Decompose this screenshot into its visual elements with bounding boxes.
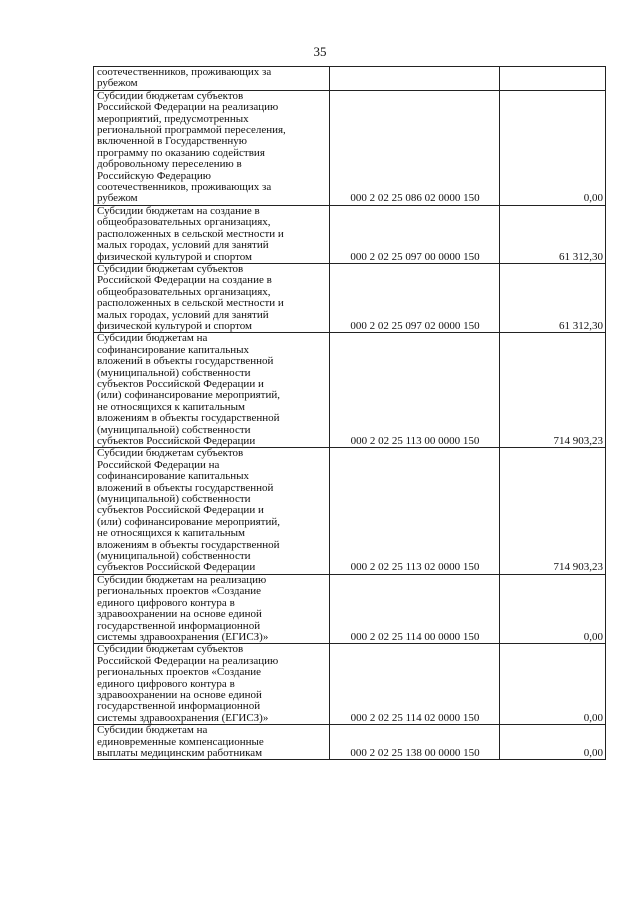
table-row (94, 205, 606, 263)
revenue-name-line: малых городах, условий для занятий (97, 239, 269, 252)
revenue-name-line: субъектов Российской Федерации и (97, 504, 264, 517)
table-row (94, 574, 606, 643)
revenue-name-line: здравоохранении на основе единой (97, 688, 262, 701)
revenue-name-line: добровольному переселению в (97, 158, 242, 171)
page-number: 35 (313, 44, 327, 59)
revenue-name-line: софинансирование капитальных (97, 343, 250, 356)
revenue-name-line: включенной в Государственную (97, 135, 247, 148)
revenue-name-line: вложениям в объекты государственной (97, 538, 280, 551)
revenue-name-line: Российской Федерации на создание в (97, 274, 272, 287)
revenue-name-line: рубежом (97, 192, 138, 205)
revenue-name-line: физической культурой и спортом (97, 319, 253, 332)
amount-cell: 0,00 (500, 574, 606, 643)
amount-cell: 0,00 (500, 725, 606, 760)
revenue-name-line: Субсидии бюджетам на реализацию (97, 573, 267, 586)
amount-cell: 714 903,23 (500, 333, 606, 448)
revenue-name-line: системы здравоохранения (ЕГИСЗ)» (97, 630, 269, 643)
revenue-name-line: физической культурой и спортом (97, 250, 253, 263)
revenue-name-line: Субсидии бюджетам субъектов (97, 262, 244, 275)
table-row (94, 263, 606, 332)
revenue-name-line: общеобразовательных организациях, (97, 285, 271, 298)
table-row (94, 67, 606, 91)
revenue-name-line: региональной программой переселения, (97, 124, 286, 137)
revenue-name-cell (94, 644, 330, 725)
budget-code-cell: 000 2 02 25 097 00 0000 150 (330, 205, 500, 263)
revenue-name-line: единовременные компенсационные (97, 735, 264, 748)
revenue-name-cell (94, 67, 330, 91)
budget-code-cell: 000 2 02 25 114 02 0000 150 (330, 644, 500, 725)
revenue-name-line: Субсидии бюджетам на создание в (97, 204, 260, 217)
revenue-name-line: расположенных в сельской местности и (97, 227, 284, 240)
budget-code-cell: 000 2 02 25 138 00 0000 150 (330, 725, 500, 760)
amount-cell: 61 312,30 (500, 205, 606, 263)
amount-cell: 61 312,30 (500, 263, 606, 332)
revenue-name-line: вложений в объекты государственной (97, 481, 274, 494)
revenue-name-cell (94, 333, 330, 448)
revenue-name-cell (94, 263, 330, 332)
budget-code-cell: 000 2 02 25 113 02 0000 150 (330, 448, 500, 574)
revenue-name-line: вложений в объекты государственной (97, 355, 274, 368)
revenue-name-line: рубежом (97, 77, 138, 90)
revenue-name-line: региональных проектов «Создание (97, 585, 262, 598)
table-row (94, 333, 606, 448)
revenue-name-line: Российской Федерации на реализацию (97, 654, 279, 667)
revenue-name-line: (или) софинансирование мероприятий, (97, 389, 281, 402)
revenue-name-line: не относящихся к капитальным (97, 400, 245, 413)
revenue-name-line: не относящихся к капитальным (97, 527, 245, 540)
revenue-name-cell (94, 205, 330, 263)
revenue-name-line: Субсидии бюджетам на (97, 724, 208, 737)
revenue-name-line: выплаты медицинским работникам (97, 746, 263, 759)
revenue-name-line: расположенных в сельской местности и (97, 297, 284, 310)
revenue-name-line: мероприятий, предусмотренных (97, 112, 249, 125)
budget-code-cell: 000 2 02 25 097 02 0000 150 (330, 263, 500, 332)
table-row (94, 448, 606, 574)
revenue-name-line: Российскую Федерацию (97, 169, 211, 182)
revenue-name-cell (94, 725, 330, 760)
table-row (94, 725, 606, 760)
revenue-name-line: единого цифрового контура в (97, 677, 235, 690)
budget-code-cell (330, 67, 500, 91)
budget-code-cell: 000 2 02 25 114 00 0000 150 (330, 574, 500, 643)
revenue-name-line: Субсидии бюджетам субъектов (97, 447, 244, 460)
revenue-name-line: государственной информационной (97, 700, 261, 713)
revenue-name-line: софинансирование капитальных (97, 470, 250, 483)
revenue-name-line: (муниципальной) собственности (97, 550, 251, 563)
revenue-name-cell (94, 90, 330, 205)
revenue-name-line: субъектов Российской Федерации (97, 435, 256, 447)
revenue-name-line: общеобразовательных организациях, (97, 216, 271, 229)
revenue-name-line: соотечественников, проживающих за (97, 181, 272, 194)
amount-cell: 0,00 (500, 644, 606, 725)
revenue-name-line: здравоохранении на основе единой (97, 608, 262, 621)
revenue-name-line: Субсидии бюджетам на (97, 332, 208, 345)
revenue-name-line: Субсидии бюджетам субъектов (97, 643, 244, 656)
amount-cell: 0,00 (500, 90, 606, 205)
revenue-name-line: (муниципальной) собственности (97, 366, 251, 379)
revenue-name-line: Российской Федерации на (97, 458, 220, 471)
amount-cell: 714 903,23 (500, 448, 606, 574)
revenue-name-line: Российской Федерации на реализацию (97, 101, 279, 114)
revenue-name-line: вложениям в объекты государственной (97, 412, 280, 425)
budget-table-body (94, 67, 606, 760)
revenue-name-line: (муниципальной) собственности (97, 493, 251, 506)
revenue-name-line: региональных проектов «Создание (97, 666, 262, 679)
budget-table (93, 66, 606, 760)
table-row (94, 90, 606, 205)
budget-code-cell: 000 2 02 25 086 02 0000 150 (330, 90, 500, 205)
revenue-name-cell (94, 448, 330, 574)
table-row (94, 644, 606, 725)
revenue-name-line: субъектов Российской Федерации и (97, 377, 264, 390)
amount-cell (500, 67, 606, 91)
revenue-name-line: Субсидии бюджетам субъектов (97, 89, 244, 102)
revenue-name-line: соотечественников, проживающих за (97, 66, 272, 78)
revenue-name-line: системы здравоохранения (ЕГИСЗ)» (97, 711, 269, 724)
revenue-name-line: единого цифрового контура в (97, 596, 235, 609)
revenue-name-line: (муниципальной) собственности (97, 423, 251, 436)
revenue-name-line: программу по оказанию содействия (97, 146, 265, 159)
revenue-name-cell (94, 574, 330, 643)
revenue-name-line: малых городах, условий для занятий (97, 308, 269, 321)
revenue-name-line: государственной информационной (97, 619, 261, 632)
revenue-name-line: (или) софинансирование мероприятий, (97, 515, 281, 528)
budget-code-cell: 000 2 02 25 113 00 0000 150 (330, 333, 500, 448)
revenue-name-line: субъектов Российской Федерации (97, 561, 256, 574)
